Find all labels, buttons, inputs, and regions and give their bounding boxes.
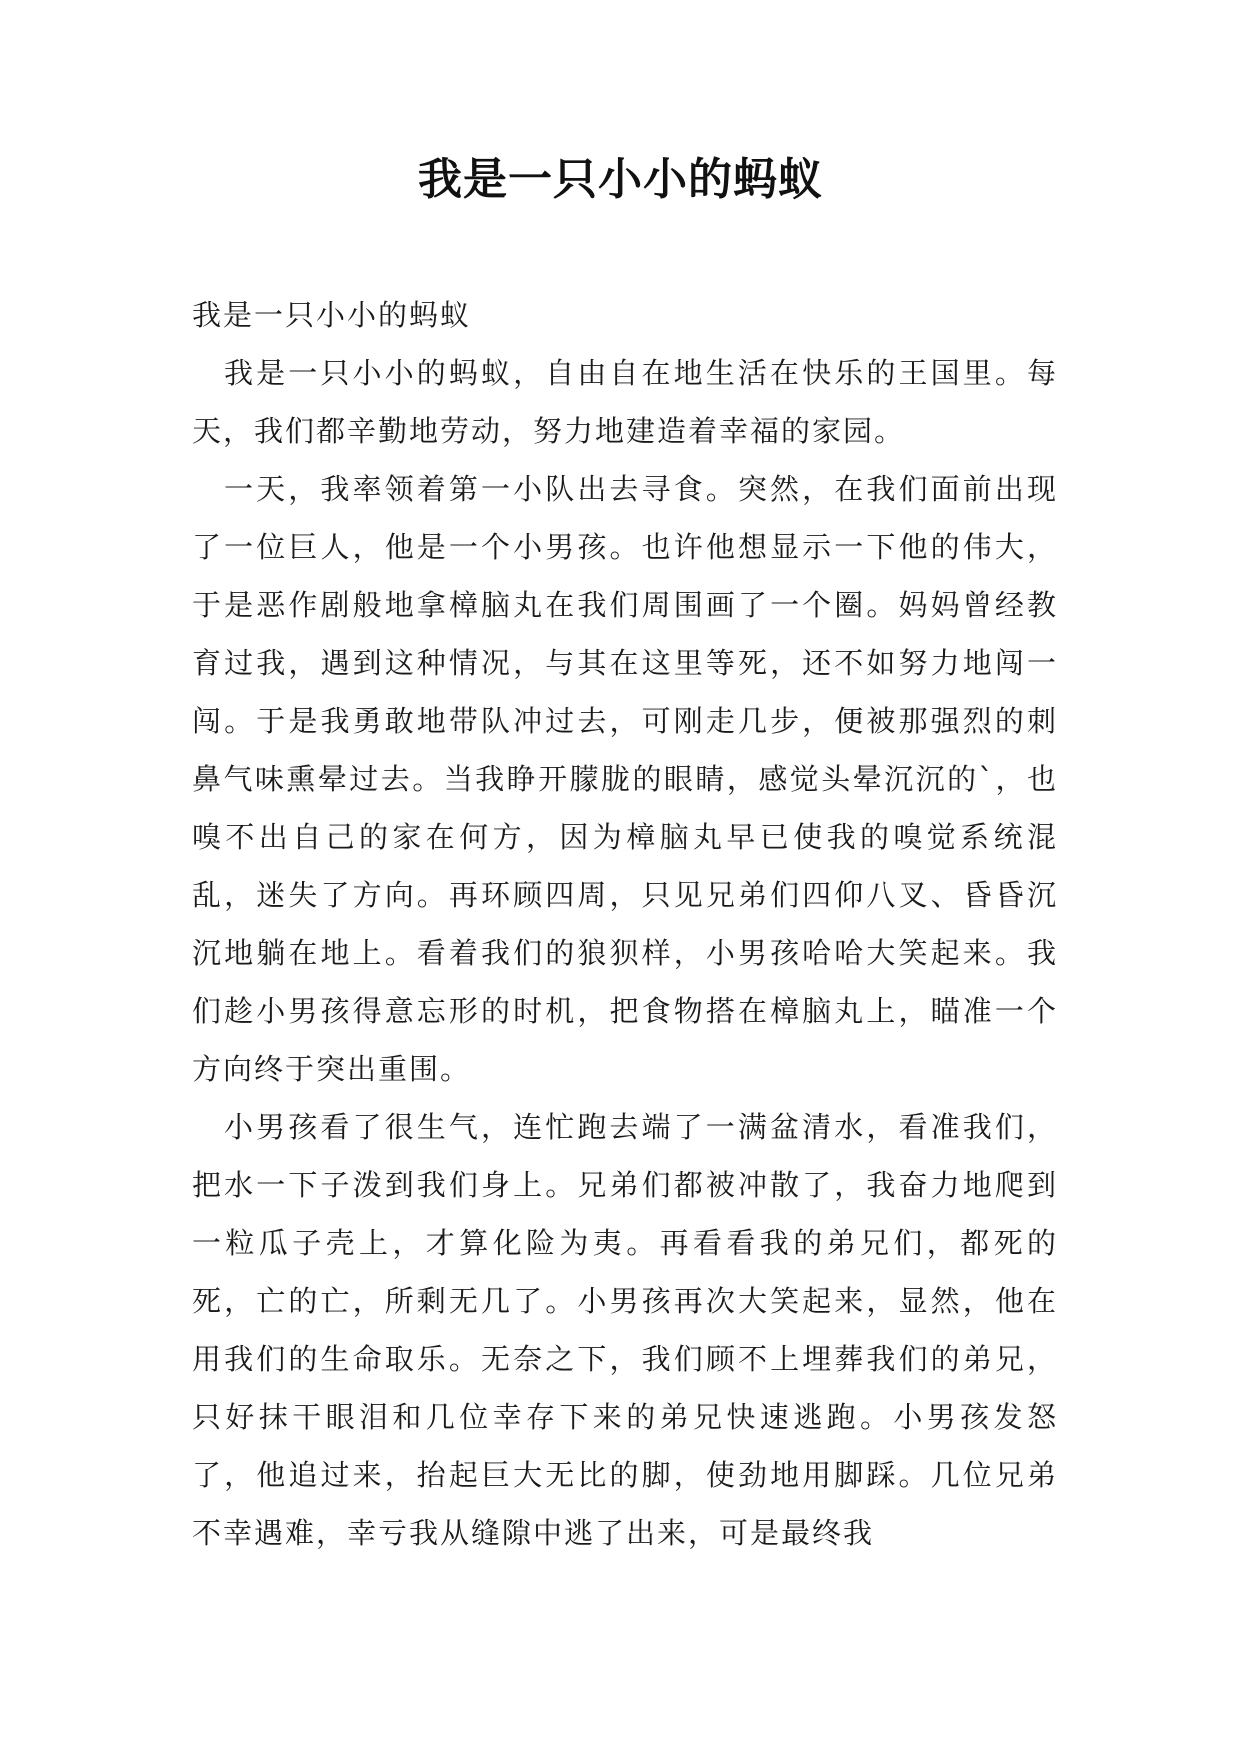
paragraph-2: 一天，我率领着第一小队出去寻食。突然，在我们面前出现了一位巨人，他是一个小男孩。也许他想显示一下他的伟大，于是恶作剧般地拿樟脑丸在我们周围画了一个圈。妈妈曾经教育过我，遇到这种情况，与其在这里等死，还不如努力地闯一闯。于是我勇敢地带队冲过去，可刚走几步，便被那强烈的刺鼻气味熏晕过去。当我睁开朦胧的眼睛，感觉头晕沉沉的`，也嗅不出自己的家在何方，因为樟脑丸早已使我的嗅觉系统混乱，迷失了方向。再环顾四周，只见兄弟们四仰八叉、昏昏沉沉地躺在地上。看着我们的狼狈样，小男孩哈哈大笑起来。我们趁小男孩得意忘形的时机，把食物搭在樟脑丸上，瞄准一个方向终于突出重围。 [192,472,1058,1086]
document-body [192,286,1058,1562]
document-title: 我是一只小小的蚂蚁 [418,154,823,205]
paragraph-3: 小男孩看了很生气，连忙跑去端了一满盆清水，看准我们，把水一下子泼到我们身上。兄弟们都被冲散了，我奋力地爬到一粒瓜子壳上，才算化险为夷。再看看我的弟兄们，都死的死，亡的亡，所剩无几了。小男孩再次大笑起来，显然，他在用我们的生命取乐。无奈之下，我们顾不上埋葬我们的弟兄，只好抹干眼泪和几位幸存下来的弟兄快速逃跑。小男孩发怒了，他追过来，抬起巨大无比的脚，使劲地用脚踩。几位兄弟不幸遇难，幸亏我从缝隙中逃了出来，可是最终我 [192,1110,1058,1550]
body-subtitle: 我是一只小小的蚂蚁 [192,298,472,332]
paragraph-1: 我是一只小小的蚂蚁，自由自在地生活在快乐的王国里。每天，我们都辛勤地劳动，努力地建造着幸福的家园。 [192,356,1058,448]
